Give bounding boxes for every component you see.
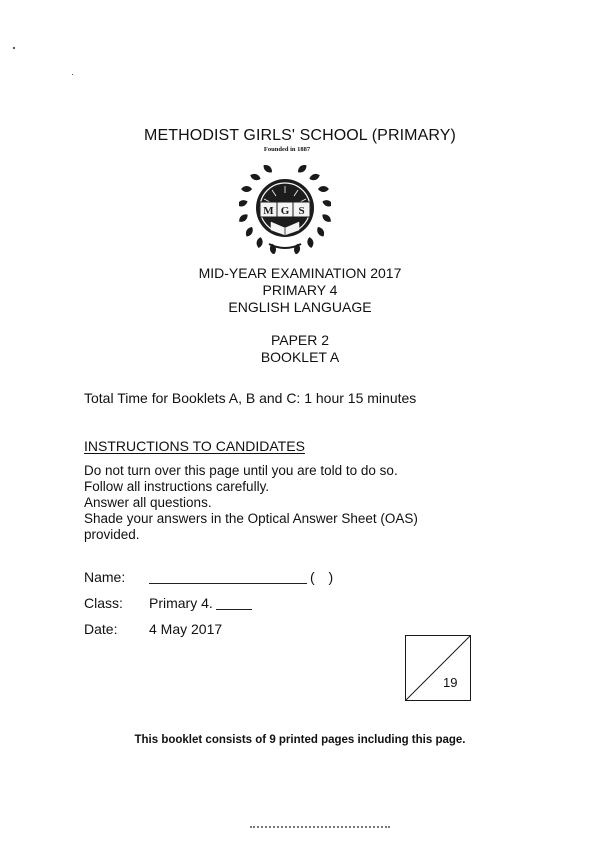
svg-text:M: M xyxy=(263,205,274,217)
class-value: Primary 4. xyxy=(149,595,213,611)
score-total: 19 xyxy=(443,675,458,690)
date-label: Date: xyxy=(84,621,118,637)
svg-text:G: G xyxy=(280,205,290,217)
exam-title: MID-YEAR EXAMINATION 2017 xyxy=(198,265,402,281)
instructions-heading: INSTRUCTIONS TO CANDIDATES xyxy=(84,438,305,454)
svg-text:S: S xyxy=(298,205,305,217)
exam-subject: ENGLISH LANGUAGE xyxy=(228,299,372,315)
instruction-line: Do not turn over this page until you are told to do so. xyxy=(84,463,398,478)
scan-speck xyxy=(72,74,73,75)
total-time: Total Time for Booklets A, B and C: 1 hour 15 minutes xyxy=(84,390,417,406)
name-label: Name: xyxy=(84,569,126,585)
score-box xyxy=(405,635,471,701)
date-value: 4 May 2017 xyxy=(149,621,223,637)
name-field[interactable] xyxy=(149,583,307,584)
instruction-line: Follow all instructions carefully. xyxy=(84,479,270,494)
school-crest-logo xyxy=(239,162,331,254)
booklet-page-count: This booklet consists of 9 printed pages including this page. xyxy=(134,734,466,746)
class-label: Class: xyxy=(84,595,123,611)
instruction-line: Shade your answers in the Optical Answer Sheet (OAS) xyxy=(84,511,418,526)
exam-level: PRIMARY 4 xyxy=(262,282,338,298)
instruction-line: Answer all questions. xyxy=(84,495,212,510)
school-name: METHODIST GIRLS' SCHOOL (PRIMARY) xyxy=(144,127,456,144)
instruction-line: provided. xyxy=(84,527,140,542)
faint-scan-text xyxy=(250,826,390,831)
founded-year: Founded in 1887 xyxy=(263,146,311,153)
exam-paper: PAPER 2 xyxy=(270,332,330,348)
exam-booklet: BOOKLET A xyxy=(260,349,340,365)
class-field[interactable] xyxy=(216,609,252,610)
scan-speck xyxy=(13,47,15,49)
register-number-field[interactable]: ( ) xyxy=(310,569,334,585)
